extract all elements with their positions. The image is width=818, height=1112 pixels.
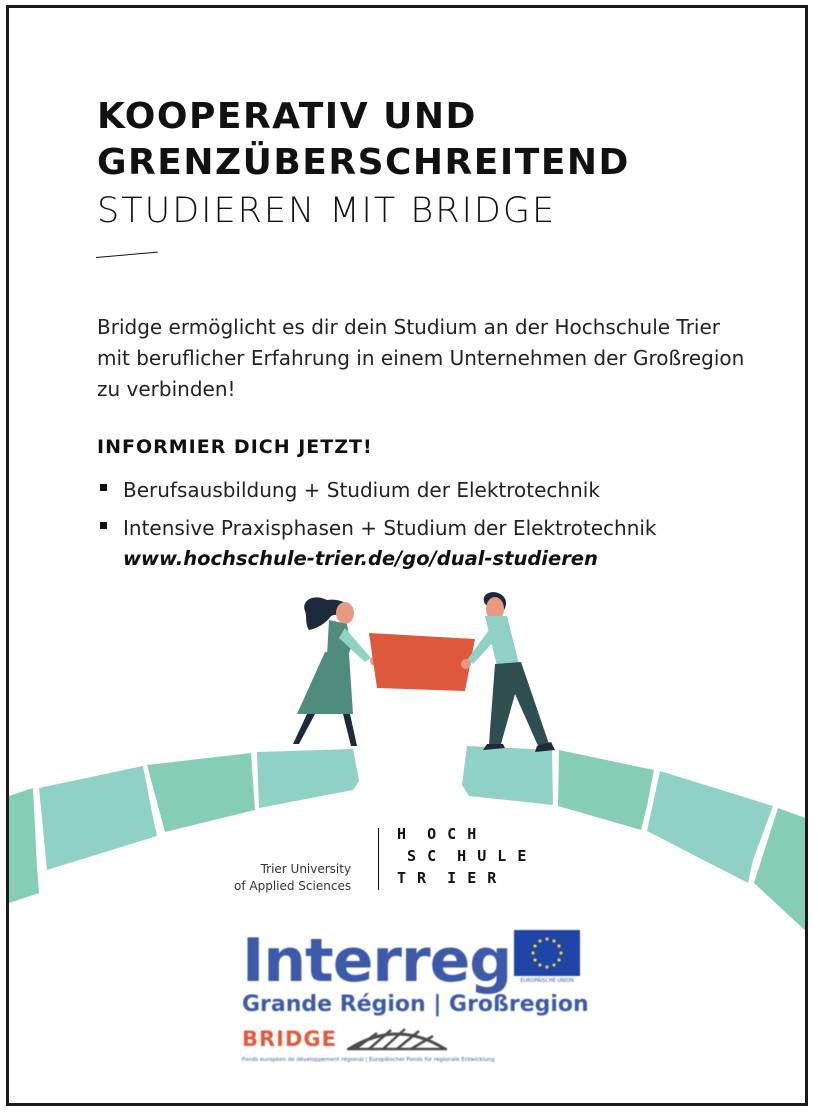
hochschule-logo-row-1: H O C H: [397, 825, 478, 843]
trier-university-line-1: Trier University: [260, 862, 352, 876]
divider: [96, 252, 158, 258]
hochschule-trier-logo: [397, 823, 527, 889]
grande-region-text: Grande Région | Großregion: [242, 992, 589, 1017]
bullet-list: [97, 471, 657, 547]
carried-box: [369, 633, 475, 691]
eu-label: EUROPÄISCHE UNION: [520, 978, 574, 984]
poster: [6, 5, 808, 1106]
bridge-illustration: [9, 583, 808, 963]
subheadline: STUDIEREN MIT BRIDGE: [97, 191, 557, 231]
interreg-logo-text: Interreg: [242, 926, 512, 996]
bullet-item: [97, 509, 657, 547]
cta-heading: INFORMIER DICH JETZT!: [97, 436, 373, 458]
trier-university-line-2: of Applied Sciences: [234, 879, 352, 893]
logo-divider: [378, 828, 379, 890]
bridge-logo-text: BRIDGE: [242, 1027, 338, 1051]
bullet-square-icon: [100, 484, 107, 491]
hochschule-logo-row-3: T R I E R: [397, 869, 498, 887]
website-link[interactable]: www.hochschule-trier.de/go/dual-studieren: [123, 547, 598, 570]
headline-line-1: KOOPERATIV UND: [97, 96, 477, 137]
bridge-arch-icon: [347, 1025, 447, 1053]
headline-line-2: GRENZÜBERSCHREITEND: [97, 142, 630, 183]
woman-figure: [293, 597, 380, 746]
trier-university-label: [234, 861, 351, 895]
hochschule-logo-row-2: S C H U L E: [397, 847, 528, 865]
bullet-text: Intensive Praxisphasen + Studium der Elektrotechnik: [123, 516, 657, 540]
man-figure: [461, 592, 555, 752]
bullet-item: [97, 471, 657, 509]
bullet-square-icon: [100, 522, 107, 529]
headline: [97, 94, 630, 186]
eu-flag-icon: [514, 930, 580, 976]
bullet-text: Berufsausbildung + Studium der Elektrotechnik: [123, 478, 600, 502]
fonds-text: Fonds européen de développement régional | Europäischer Fonds für regionale Entwicklung: [242, 1057, 495, 1063]
intro-text: Bridge ermöglicht es dir dein Studium an der Hochschule Trier mit beruflicher Erfahrung in einem Unternehmen der Großregion zu verbinden!: [97, 315, 745, 401]
